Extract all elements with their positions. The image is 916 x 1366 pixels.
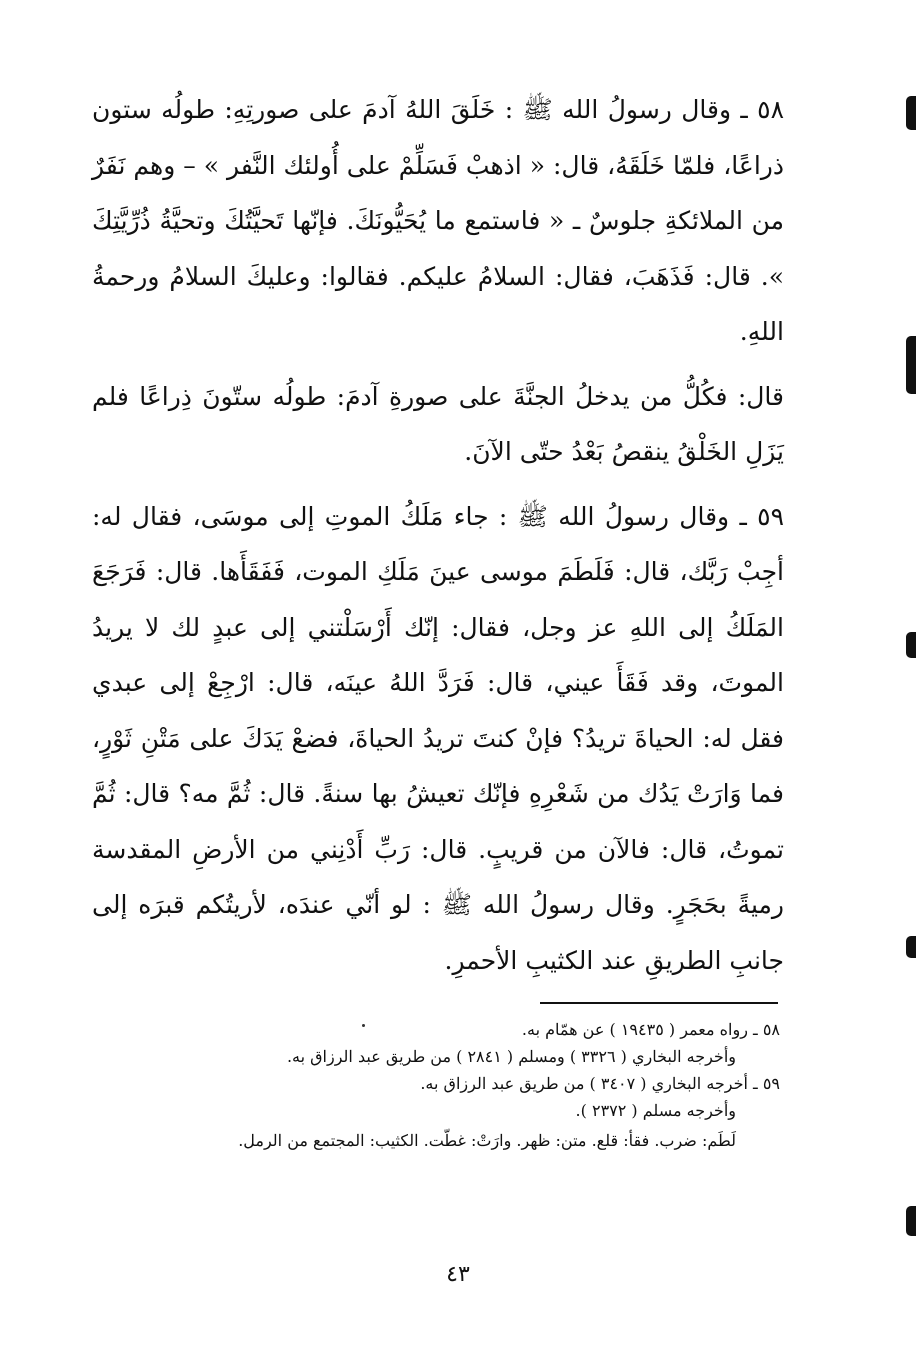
hadith-58-paragraph: ٥٨ ـ وقال رسولُ الله ﷺ : خَلَقَ اللهُ آدمَ على صورتِهِ: طولُه ستون ذراعًا، فلمّا خَلَقَهُ، قال: « اذهبْ فَسَلِّمْ على أُولئك النَّفر » – وهم نَفَرٌ من الملائكةِ جلوسٌ ـ « فاستمع ما يُحَيُّونَكَ. فإنّها تَحيَّتُكَ وتحيَّةُ ذُرِّيَّتِكَ ». قال: فَذَهَبَ، فقال: السلامُ عليكم. فقالوا: وعليكَ السلامُ ورحمةُ اللهِ. (92, 95, 784, 346)
page-number: ٤٣ (446, 1262, 470, 1287)
binding-edge-mark (906, 1206, 916, 1236)
binding-edge-mark (906, 936, 916, 958)
footnote-separator-line (540, 1002, 778, 1004)
footnote-59-extra-source: وأخرجه مسلم ( ٢٣٧٢ ). (575, 1101, 736, 1120)
binding-edge-mark (906, 632, 916, 658)
footnote-58-source: ٥٨ ـ رواه معمر ( ١٩٤٣٥ ) عن همّام به. (521, 1020, 780, 1039)
hadith-59-paragraph: ٥٩ ـ وقال رسولُ الله ﷺ : جاء مَلَكُ الموتِ إلى موسَى، فقال له: أجِبْ رَبَّك، قال: فَلَطَمَ موسى عينَ مَلَكِ الموت، فَفَقَأَها. قال: فَرَجَعَ المَلَكُ إلى اللهِ عز وجل، فقال: إنّك أَرْسَلْتني إلى عبدٍ لك لا يريدُ الموتَ، وقد فَقَأَ عيني، قال: فَرَدَّ اللهُ عينَه، قال: ارْجِعْ إلى عبدي فقل له: الحياةَ تريدُ؟ فإنْ كنتَ تريدُ الحياةَ، فضعْ يَدَكَ على مَتْنِ ثَوْرٍ، فما وَارَتْ يَدُك من شَعْرِهِ فإنّك تعيشُ بها سنةً. قال: ثُمَّ مه؟ قال: ثُمَّ تموتُ، قال: فالآن من قريبٍ. قال: رَبِّ أَدْنِني من الأرضِ المقدسة رميةً بحَجَرٍ. وقال رسولُ الله ﷺ : لو أنّي عندَه، لأريتُكم قبرَه إلى جانبِ الطريقِ عند الكثيبِ الأحمرِ. (92, 501, 784, 975)
footnote-58-extra-source: وأخرجه البخاري ( ٣٣٢٦ ) ومسلم ( ٢٨٤١ ) من طريق عبد الرزاق به. (286, 1047, 736, 1066)
footnote-59-source: ٥٩ ـ أخرجه البخاري ( ٣٤٠٧ ) من طريق عبد الرزاق به. (420, 1074, 780, 1093)
footnotes (92, 1016, 780, 1158)
binding-edge-mark (906, 336, 916, 394)
hadith-58-continuation-paragraph: قال: فكُلُّ من يدخلُ الجنَّةَ على صورةِ آدمَ: طولُه ستّونَ ذِراعًا فلم يَزَلِ الخَلْقُ ينقصُ بَعْدُ حتّى الآنَ. (92, 381, 784, 466)
footnote-glossary: لَطَم: ضرب. فقأ: قلع. متن: ظهر. وارَتْ: غطّت. الكثيب: المجتمع من الرمل. (238, 1131, 736, 1150)
main-text (92, 82, 784, 988)
binding-edge-mark (906, 96, 916, 130)
ink-speck (362, 1024, 365, 1027)
